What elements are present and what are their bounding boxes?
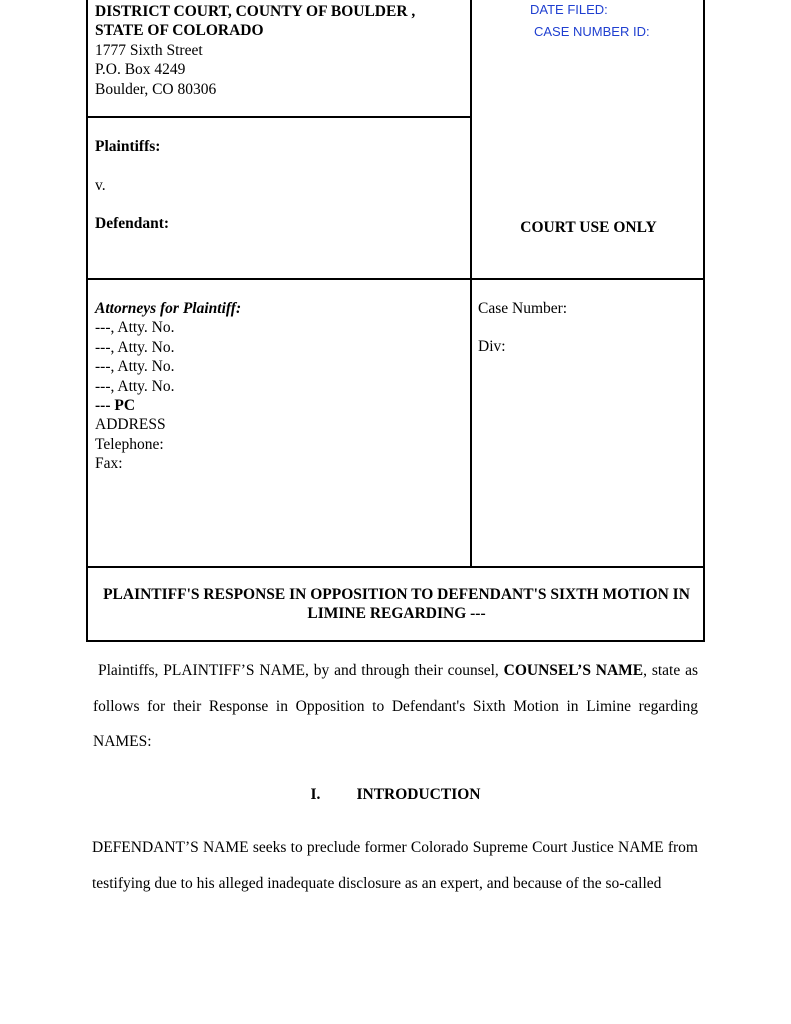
section-heading-introduction xyxy=(0,786,791,804)
caption-divider-vertical xyxy=(470,0,472,567)
court-block xyxy=(95,2,415,99)
court-name-line1: DISTRICT COURT, COUNTY OF BOULDER , xyxy=(95,3,416,20)
court-address-line1: 1777 Sixth Street xyxy=(95,41,203,59)
versus-label: v. xyxy=(95,177,106,194)
court-name-line2: STATE OF COLORADO xyxy=(95,22,264,40)
document-title-line1: PLAINTIFF'S RESPONSE IN OPPOSITION TO DEFENDANT'S SIXTH MOTION IN xyxy=(103,586,690,603)
date-filed-field: DATE FILED: xyxy=(530,2,608,17)
division-label: Div: xyxy=(478,338,506,356)
opening-paragraph-start: Plaintiffs, PLAINTIFF’S NAME, by and through their counsel, xyxy=(98,662,504,679)
court-use-only-label: COURT USE ONLY xyxy=(520,219,657,236)
case-number-id-field: CASE NUMBER ID: xyxy=(534,24,650,39)
caption-divider-court xyxy=(88,116,471,118)
defendant-label: Defendant: xyxy=(95,215,170,232)
caption-box xyxy=(86,0,705,642)
opening-paragraph-end: , state as follows for their Response in Opposition to Defendant's Sixth Motion in Limine regarding NAMES: xyxy=(93,662,698,750)
section-title: INTRODUCTION xyxy=(356,786,481,803)
document-title xyxy=(88,586,705,623)
attorney-line: ---, Atty. No. xyxy=(95,358,175,376)
attorneys-block xyxy=(95,299,241,474)
counsel-name: COUNSEL’S NAME xyxy=(503,662,644,679)
opening-paragraph xyxy=(93,653,698,760)
case-info-block xyxy=(478,299,567,357)
attorney-line: ---, Atty. No. xyxy=(95,338,175,356)
caption-divider-title xyxy=(88,566,705,568)
section-number: I. xyxy=(310,786,321,803)
court-address-line3: Boulder, CO 80306 xyxy=(95,80,217,98)
firm-name: --- PC xyxy=(95,397,136,415)
document-title-line2: LIMINE REGARDING --- xyxy=(307,604,486,622)
case-number-label: Case Number: xyxy=(478,300,568,317)
attorney-line: ---, Atty. No. xyxy=(95,319,175,337)
parties-block xyxy=(95,137,169,233)
plaintiffs-label: Plaintiffs: xyxy=(95,138,161,155)
firm-address: ADDRESS xyxy=(95,416,166,434)
attorneys-heading: Attorneys for Plaintiff: xyxy=(95,300,242,317)
court-address-line2: P.O. Box 4249 xyxy=(95,61,186,79)
telephone-label: Telephone: xyxy=(95,435,164,453)
introduction-paragraph: DEFENDANT’S NAME seeks to preclude former Colorado Supreme Court Justice NAME from testifying due to his alleged inadequate disclosure as an expert, and because of the so-called xyxy=(92,839,698,892)
attorney-line: ---, Atty. No. xyxy=(95,377,175,395)
fax-label: Fax: xyxy=(95,455,123,473)
caption-divider-parties xyxy=(88,278,705,280)
